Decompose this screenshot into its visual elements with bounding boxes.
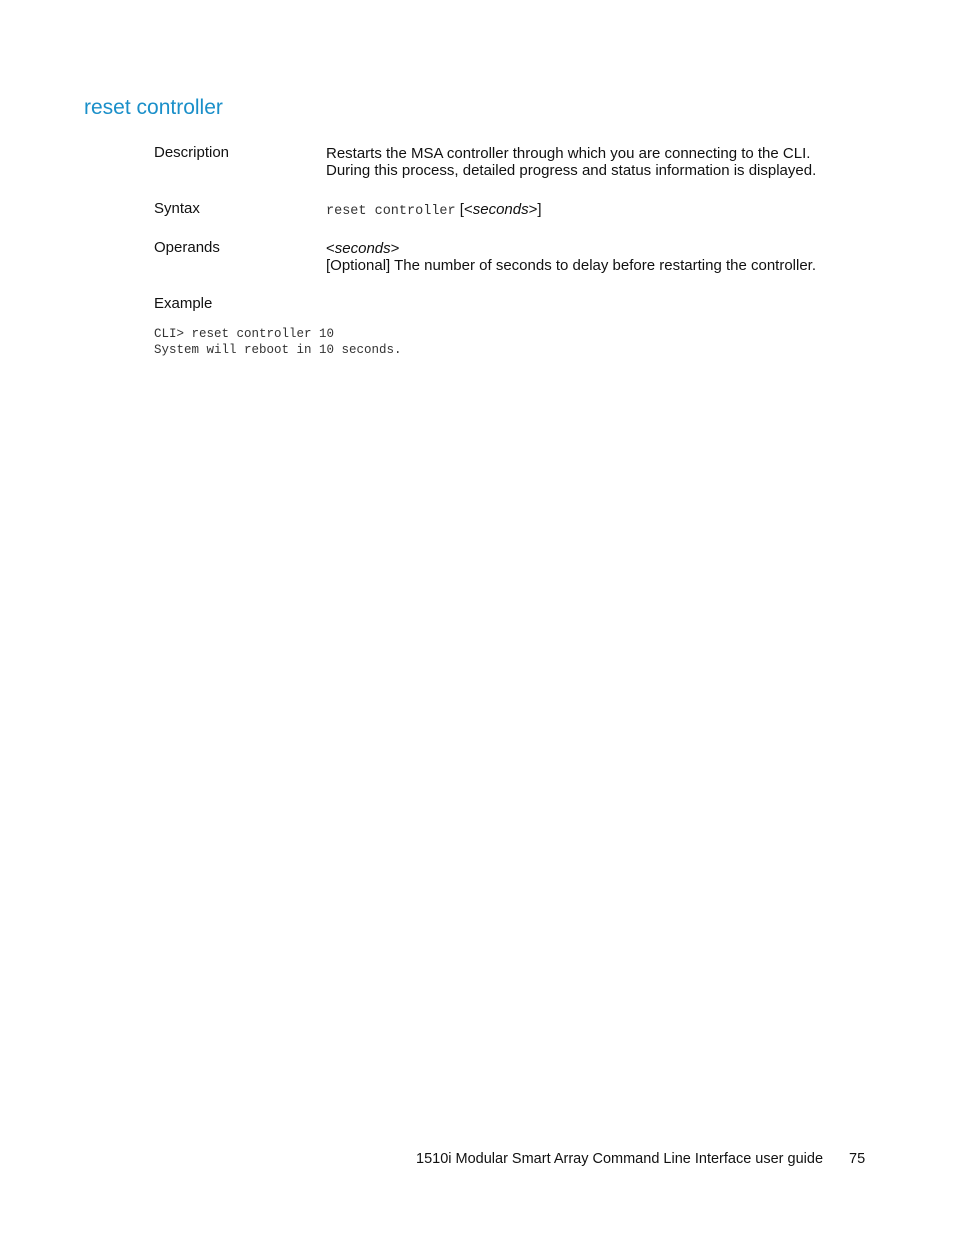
section-heading: reset controller	[84, 96, 223, 119]
description-label: Description	[154, 144, 230, 161]
description-text	[326, 145, 816, 179]
syntax-open: [<	[455, 201, 473, 218]
description-line-2: During this process, detailed progress and status information is displayed.	[326, 162, 817, 179]
syntax-command: reset controller	[326, 204, 456, 219]
operand-description: [Optional] The number of seconds to delay before restarting the controller.	[326, 257, 817, 274]
footer-title: 1510i Modular Smart Array Command Line Interface user guide	[416, 1151, 824, 1167]
page-number: 75	[849, 1151, 866, 1167]
operands-label: Operands	[154, 239, 220, 256]
syntax-label: Syntax	[154, 200, 200, 217]
example-label: Example	[154, 295, 213, 312]
syntax-param: seconds	[472, 201, 529, 218]
description-line-1: Restarts the MSA controller through which you are connecting to the CLI.	[326, 145, 811, 162]
syntax-text	[326, 201, 542, 220]
syntax-close: >]	[528, 201, 542, 218]
code-line-1: CLI> reset controller 10	[154, 327, 335, 341]
operand-name: <seconds>	[326, 240, 400, 257]
operands-text	[326, 240, 816, 274]
code-line-2: System will reboot in 10 seconds.	[154, 342, 402, 357]
example-code-block	[154, 327, 402, 358]
